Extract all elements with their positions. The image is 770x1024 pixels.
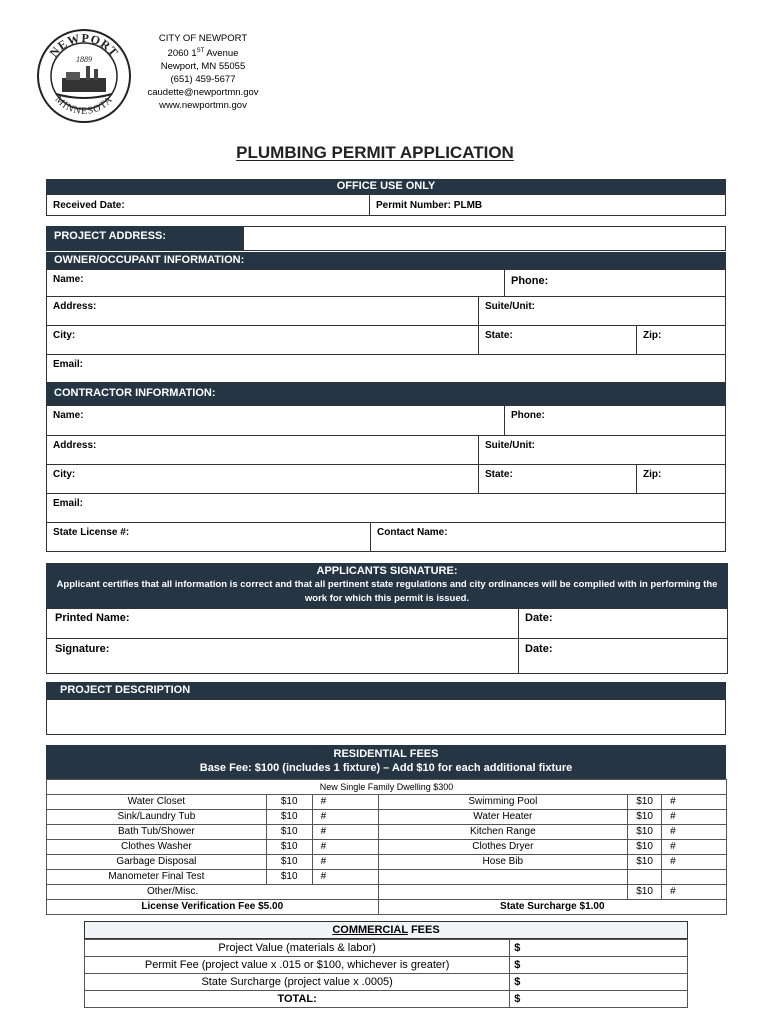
commercial-row: [85, 991, 688, 1008]
fixture-fee: $10: [628, 810, 662, 825]
commercial-value[interactable]: $: [510, 940, 688, 957]
fixture-count[interactable]: #: [312, 855, 378, 870]
contractor-phone-field[interactable]: Phone:: [504, 405, 726, 436]
commercial-fees-header: COMMERCIAL FEES: [84, 921, 688, 939]
commercial-fees-table: [84, 939, 688, 1008]
project-description-field[interactable]: [46, 699, 726, 735]
signature-field[interactable]: Signature:: [46, 638, 519, 674]
fixture-fee: $10: [266, 840, 312, 855]
fixture-fee: $10: [266, 795, 312, 810]
fixture-count[interactable]: #: [662, 855, 727, 870]
seal-bottom-text: MINNESOTA: [52, 94, 116, 118]
fixture-count[interactable]: #: [312, 795, 378, 810]
org-address: 2060 1ST Avenue: [167, 48, 239, 60]
fixture-count[interactable]: #: [312, 810, 378, 825]
contractor-header: CONTRACTOR INFORMATION:: [46, 383, 726, 406]
project-description-header: PROJECT DESCRIPTION: [46, 682, 726, 699]
fixture-count[interactable]: #: [662, 825, 727, 840]
contractor-license-field[interactable]: State License #:: [46, 522, 371, 552]
org-name: CITY OF NEWPORT: [158, 33, 248, 44]
other-fee: $10: [628, 885, 662, 900]
owner-email-field[interactable]: Email:: [46, 354, 726, 383]
commercial-label: Permit Fee (project value x .015 or $100, whichever is greater): [85, 957, 510, 974]
commercial-row: [85, 957, 688, 974]
printed-name-field[interactable]: Printed Name:: [46, 608, 519, 639]
seal-top-text: NEWPORT: [46, 30, 122, 60]
permit-number-field[interactable]: Permit Number: PLMB: [369, 194, 726, 216]
commercial-row: [85, 940, 688, 957]
commercial-label: Project Value (materials & labor): [85, 940, 510, 957]
signature-statement: Applicant certifies that all information is correct and that all pertinent state regulations and city ordinances will be complied with in performing the work for which this permit is issued.: [56, 579, 718, 604]
city-seal-logo: [36, 28, 132, 124]
commercial-label: State Surcharge (project value x .0005): [85, 974, 510, 991]
contractor-zip-field[interactable]: Zip:: [636, 464, 726, 494]
contractor-email-field[interactable]: Email:: [46, 493, 726, 523]
page-title: PLUMBING PERMIT APPLICATION: [236, 143, 514, 162]
surcharge-row: [47, 900, 727, 915]
fixture-fee: [628, 870, 662, 885]
received-date-field[interactable]: Received Date:: [46, 194, 370, 216]
owner-zip-field[interactable]: Zip:: [636, 325, 726, 355]
new-dwelling-fee: New Single Family Dwelling $300: [47, 780, 727, 795]
fixture-fee: $10: [266, 855, 312, 870]
owner-address-field[interactable]: Address:: [46, 296, 479, 326]
fee-row: [47, 855, 727, 870]
fixture-name: Hose Bib: [378, 855, 628, 870]
fixture-name: Clothes Dryer: [378, 840, 628, 855]
residential-heading: RESIDENTIAL FEES: [333, 748, 439, 760]
seal-year: 1889: [76, 55, 92, 64]
other-count[interactable]: #: [662, 885, 727, 900]
commercial-value[interactable]: $: [510, 991, 688, 1008]
fixture-count[interactable]: #: [662, 795, 727, 810]
fixture-name: [378, 870, 628, 885]
fixture-name: Garbage Disposal: [47, 855, 267, 870]
org-website[interactable]: www.newportmn.gov: [159, 100, 247, 112]
project-address-label: PROJECT ADDRESS:: [46, 226, 244, 251]
fee-row: [47, 825, 727, 840]
commercial-label: TOTAL:: [85, 991, 510, 1008]
org-phone: (651) 459-5677: [170, 74, 236, 86]
owner-name-field[interactable]: Name:: [46, 269, 505, 297]
signature-heading: APPLICANTS SIGNATURE:: [316, 565, 458, 577]
fixture-name: Sink/Laundry Tub: [47, 810, 267, 825]
fixture-count[interactable]: [662, 870, 727, 885]
fixture-name: Kitchen Range: [378, 825, 628, 840]
other-fee-row: [47, 885, 727, 900]
owner-header: OWNER/OCCUPANT INFORMATION:: [46, 252, 726, 269]
fixture-count[interactable]: #: [662, 810, 727, 825]
residential-base-fee: Base Fee: $100 (includes 1 fixture) – Add $10 for each additional fixture: [199, 762, 573, 774]
fixture-count[interactable]: #: [312, 840, 378, 855]
owner-phone-field[interactable]: Phone:: [504, 269, 726, 297]
commercial-row: [85, 974, 688, 991]
fixture-fee: $10: [628, 795, 662, 810]
fixture-name: Manometer Final Test: [47, 870, 267, 885]
fee-row: [47, 840, 727, 855]
date-field-2[interactable]: Date:: [518, 638, 728, 674]
fixture-fee: $10: [266, 810, 312, 825]
commercial-heading: COMMERCIAL: [332, 924, 408, 936]
contractor-contact-field[interactable]: Contact Name:: [370, 522, 726, 552]
fixture-fee: $10: [628, 840, 662, 855]
contractor-address-field[interactable]: Address:: [46, 435, 479, 465]
owner-suite-field[interactable]: Suite/Unit:: [478, 296, 726, 326]
contractor-name-field[interactable]: Name:: [46, 405, 505, 436]
fixture-name: Water Closet: [47, 795, 267, 810]
office-use-header: OFFICE USE ONLY: [46, 179, 726, 194]
license-verification-fee: License Verification Fee $5.00: [47, 900, 379, 915]
fixture-count[interactable]: #: [312, 825, 378, 840]
date-field-1[interactable]: Date:: [518, 608, 728, 639]
fixture-fee: $10: [266, 870, 312, 885]
fixture-fee: $10: [266, 825, 312, 840]
fixture-fee: $10: [628, 855, 662, 870]
owner-state-field[interactable]: State:: [478, 325, 637, 355]
residential-fees-table: [46, 779, 727, 915]
fixture-fee: $10: [628, 825, 662, 840]
fixture-name: Bath Tub/Shower: [47, 825, 267, 840]
org-email[interactable]: caudette@newportmn.gov: [147, 87, 259, 99]
project-address-field[interactable]: [243, 226, 726, 251]
org-city: Newport, MN 55055: [160, 61, 246, 73]
residential-fees-header: [46, 745, 726, 779]
fixture-name: Swimming Pool: [378, 795, 628, 810]
owner-city-field[interactable]: City:: [46, 325, 479, 355]
fixture-count[interactable]: #: [662, 840, 727, 855]
contractor-state-field[interactable]: State:: [478, 464, 637, 494]
commercial-value[interactable]: $: [510, 974, 688, 991]
other-blank: [378, 885, 628, 900]
fixture-count[interactable]: #: [312, 870, 378, 885]
other-label: Other/Misc.: [47, 885, 379, 900]
fee-row: [47, 870, 727, 885]
fixture-name: Clothes Washer: [47, 840, 267, 855]
fee-row: [47, 810, 727, 825]
commercial-value[interactable]: $: [510, 957, 688, 974]
contact-block: [138, 32, 268, 112]
fee-row: [47, 795, 727, 810]
fixture-name: Water Heater: [378, 810, 628, 825]
state-surcharge: State Surcharge $1.00: [378, 900, 726, 915]
contractor-suite-field[interactable]: Suite/Unit:: [478, 435, 726, 465]
contractor-city-field[interactable]: City:: [46, 464, 479, 494]
signature-header: [46, 563, 728, 609]
